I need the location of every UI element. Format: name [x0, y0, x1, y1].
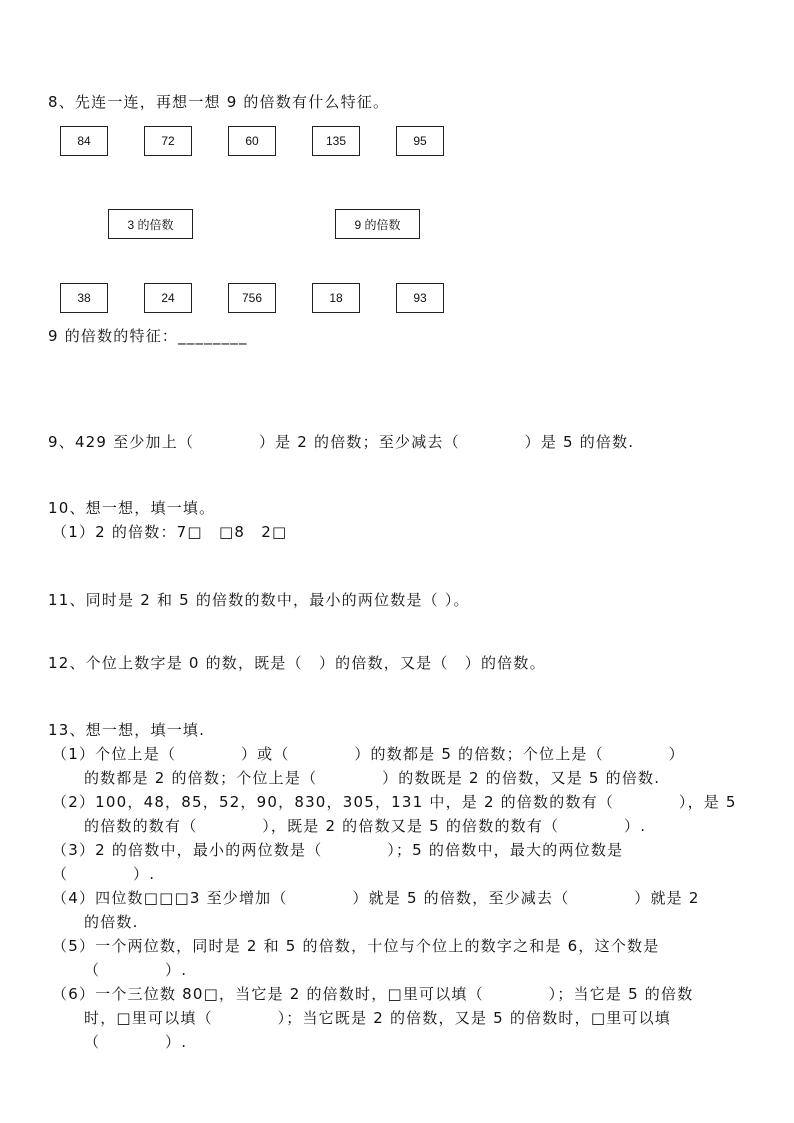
number-box[interactable]: 93: [396, 283, 444, 313]
number-box[interactable]: 18: [312, 283, 360, 313]
q13-line: （ ）.: [84, 1033, 188, 1051]
q9-text: 9、429 至少加上（ ）是 2 的倍数；至少减去（ ）是 5 的倍数.: [48, 433, 635, 451]
q12-text: 12、个位上数字是 0 的数，既是（ ）的倍数，又是（ ）的倍数。: [48, 654, 546, 672]
q13-line: （1）个位上是（ ）或（ ）的数都是 5 的倍数；个位上是（ ）: [52, 745, 685, 763]
q11-text: 11、同时是 2 和 5 的倍数的数中，最小的两位数是（ ）。: [48, 591, 470, 609]
number-box[interactable]: 135: [312, 126, 360, 156]
category-box-multiple-of-9[interactable]: 9 的倍数: [335, 209, 420, 239]
q13-line: （5）一个两位数，同时是 2 和 5 的倍数，十位与个位上的数字之和是 6，这个数是: [52, 937, 660, 955]
q13-line: 时，□里可以填（ ）；当它既是 2 的倍数，又是 5 的倍数时，□里可以填: [84, 1009, 672, 1027]
number-box[interactable]: 60: [228, 126, 276, 156]
number-box[interactable]: 84: [60, 126, 108, 156]
q13-line: （4）四位数□□□3 至少增加（ ）就是 5 的倍数，至少减去（ ）就是 2: [52, 889, 700, 907]
q10-title: 10、想一想，填一填。: [48, 499, 216, 517]
number-box[interactable]: 24: [144, 283, 192, 313]
q10-item-1: （1）2 的倍数：7□ □8 2□: [52, 523, 288, 541]
q13-title: 13、想一想，填一填.: [48, 721, 206, 739]
q13-line: （ ）.: [52, 865, 156, 883]
q13-line: 的倍数.: [84, 913, 139, 931]
number-box[interactable]: 38: [60, 283, 108, 313]
number-box[interactable]: 72: [144, 126, 192, 156]
q8-feature-line: 9 的倍数的特征：________: [48, 327, 248, 345]
q13-line: （2）100，48，85，52，90，830，305，131 中，是 2 的倍数的数有（ ），是 5: [52, 793, 737, 811]
number-box[interactable]: 756: [228, 283, 276, 313]
category-box-multiple-of-3[interactable]: 3 的倍数: [108, 209, 193, 239]
q13-line: （6）一个三位数 80□，当它是 2 的倍数时，□里可以填（ ）；当它是 5 的倍数: [52, 985, 694, 1003]
q13-line: 的数都是 2 的倍数；个位上是（ ）的数既是 2 的倍数，又是 5 的倍数.: [84, 769, 661, 787]
number-box[interactable]: 95: [396, 126, 444, 156]
q13-line: （ ）.: [84, 961, 188, 979]
q13-line: 的倍数的数有（ ），既是 2 的倍数又是 5 的倍数的数有（ ）.: [84, 817, 647, 835]
q13-line: （3）2 的倍数中，最小的两位数是（ ）；5 的倍数中，最大的两位数是: [52, 841, 624, 859]
q8-title: 8、先连一连，再想一想 9 的倍数有什么特征。: [48, 93, 390, 111]
